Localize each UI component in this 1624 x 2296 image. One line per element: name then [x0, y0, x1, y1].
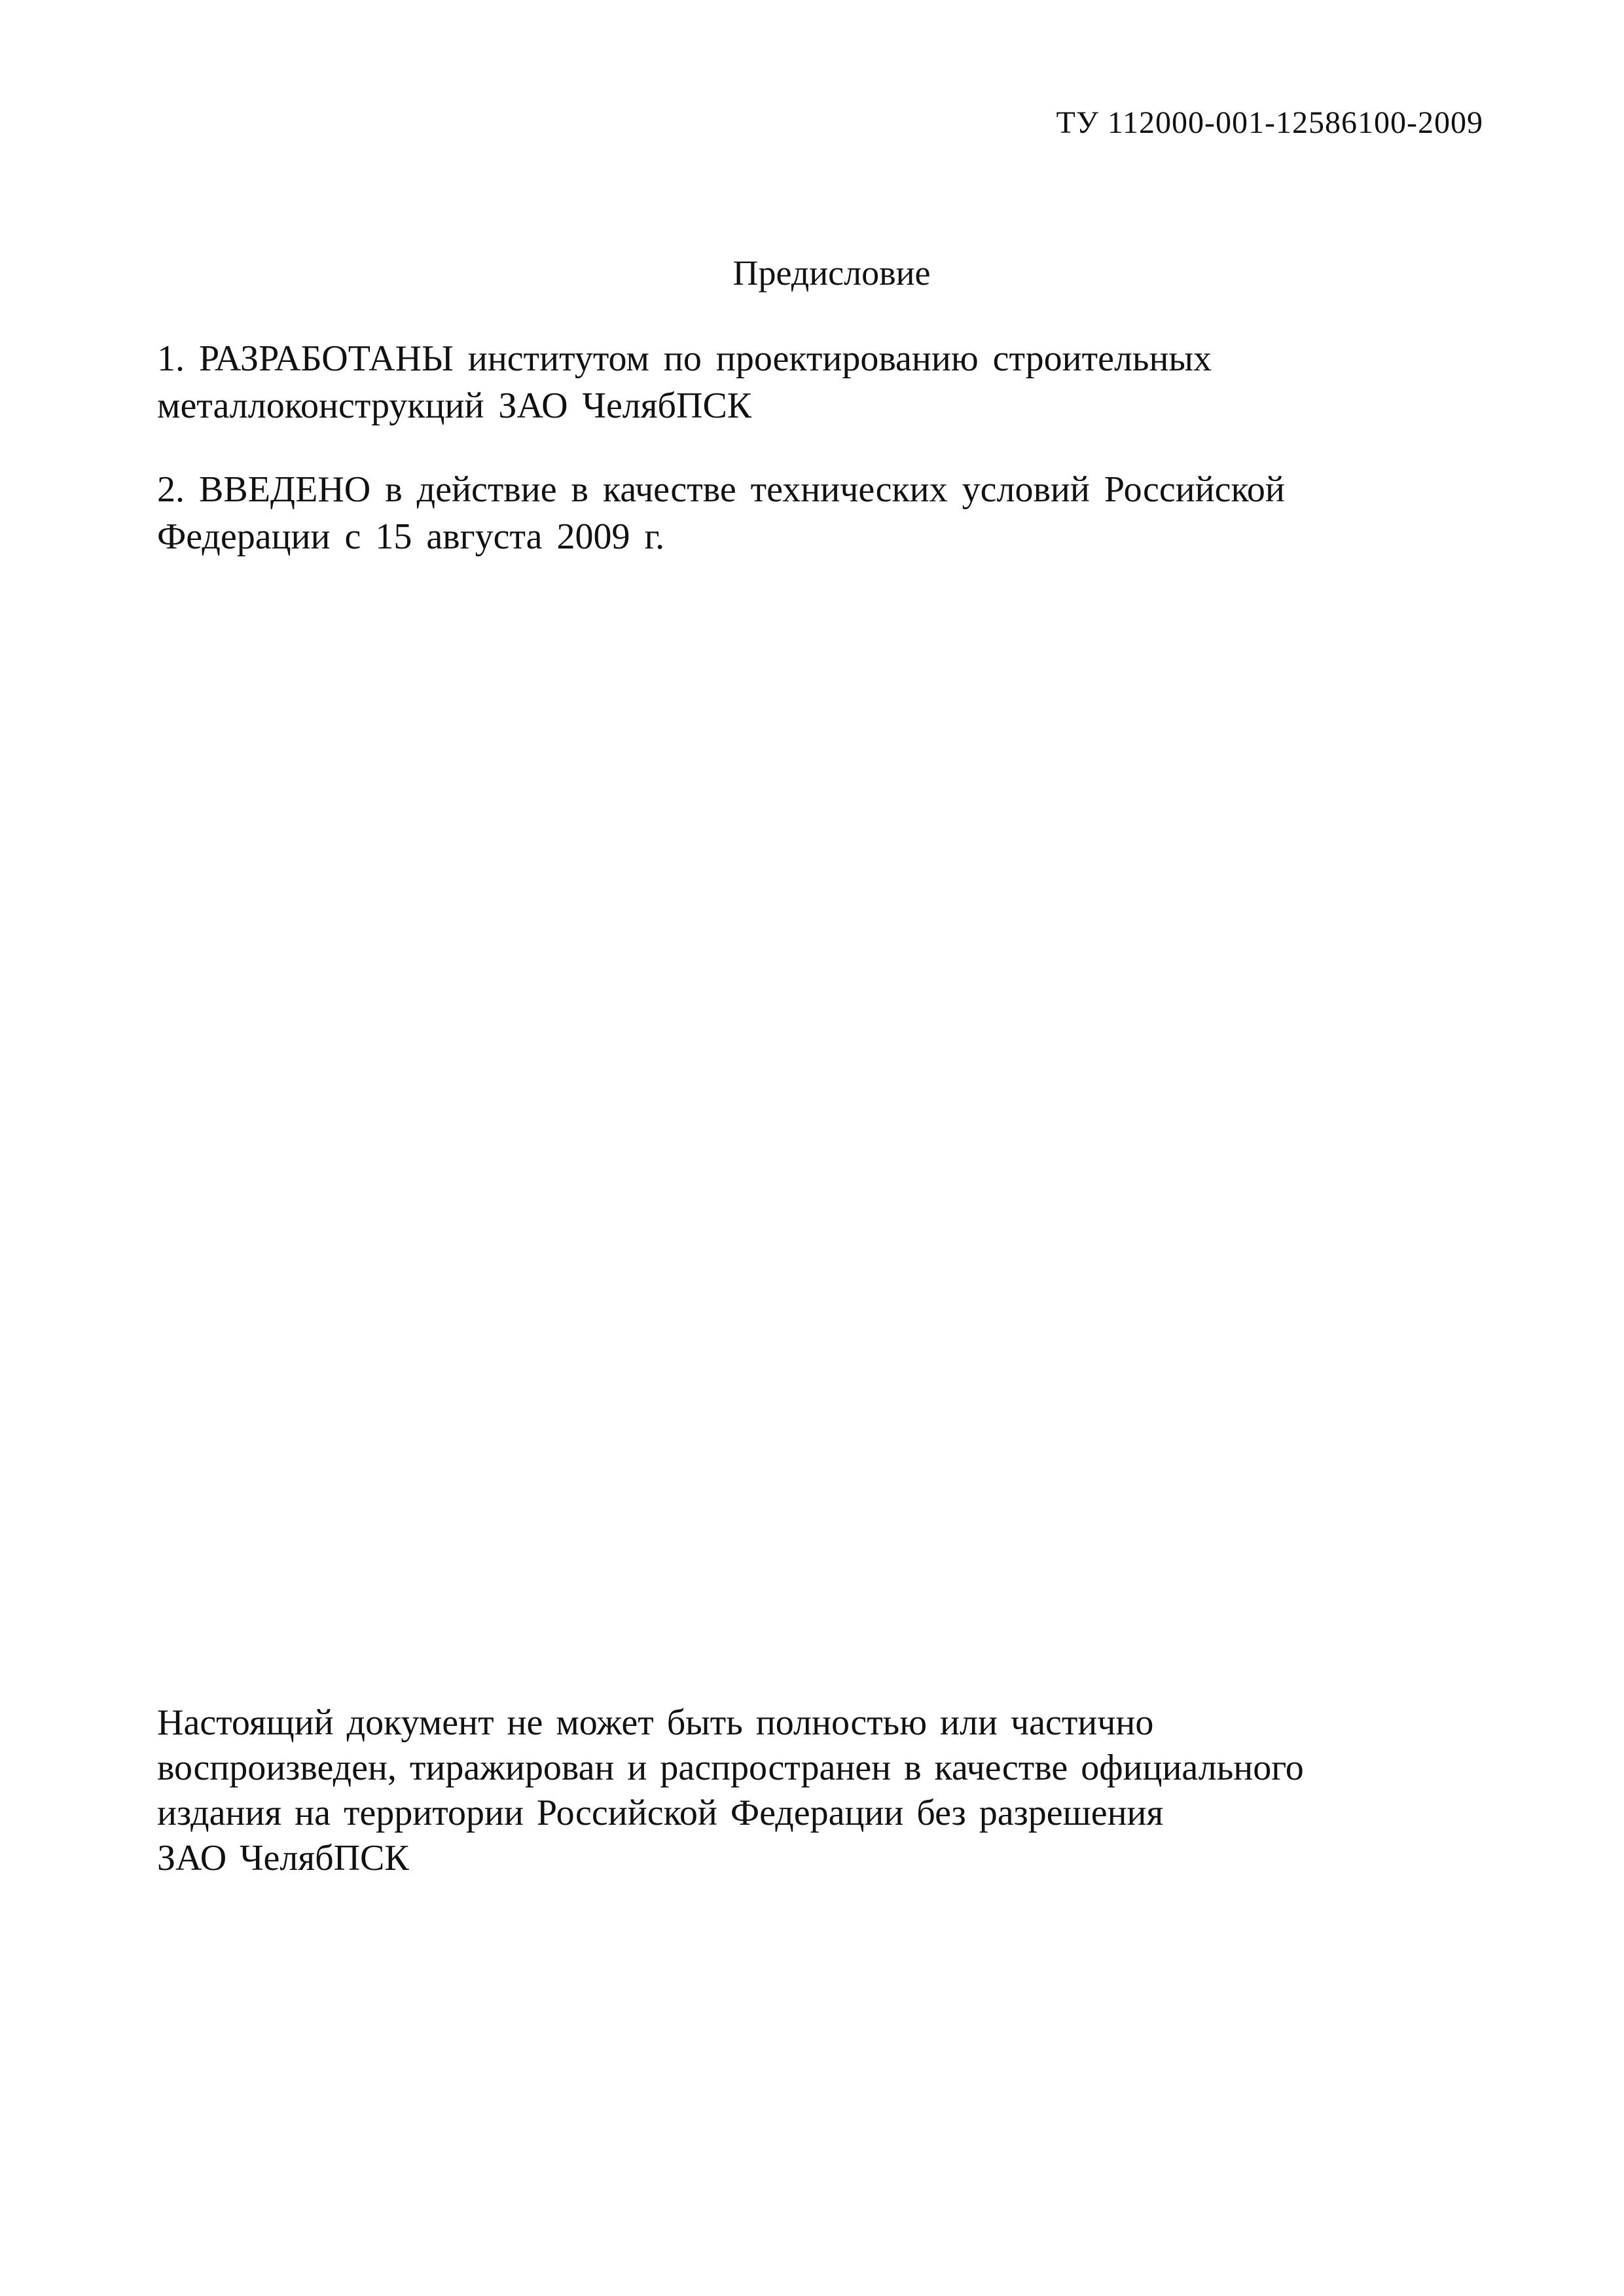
text-line: металлоконструкций ЗАО ЧелябПСК	[157, 386, 752, 426]
list-item	[157, 466, 1375, 560]
document-code: ТУ 112000-001-12586100-2009	[1056, 105, 1483, 140]
text-line: издания на территории Российской Федерации без разрешения	[157, 1793, 1164, 1833]
page-title: Предисловие	[732, 253, 931, 293]
copyright-notice	[157, 1700, 1440, 1881]
text-line: 2. ВВЕДЕНО в действие в качестве технических условий Российской	[157, 469, 1285, 510]
text-line: ЗАО ЧелябПСК	[157, 1838, 409, 1878]
text-line: Федерации с 15 августа 2009 г.	[157, 516, 665, 557]
text-line: воспроизведен, тиражирован и распространен в качестве официального	[157, 1748, 1304, 1788]
list-item	[157, 335, 1375, 429]
text-line: 1. РАЗРАБОТАНЫ институтом по проектированию строительных	[157, 338, 1212, 379]
text-line: Настоящий документ не может быть полностью или частично	[157, 1702, 1154, 1743]
